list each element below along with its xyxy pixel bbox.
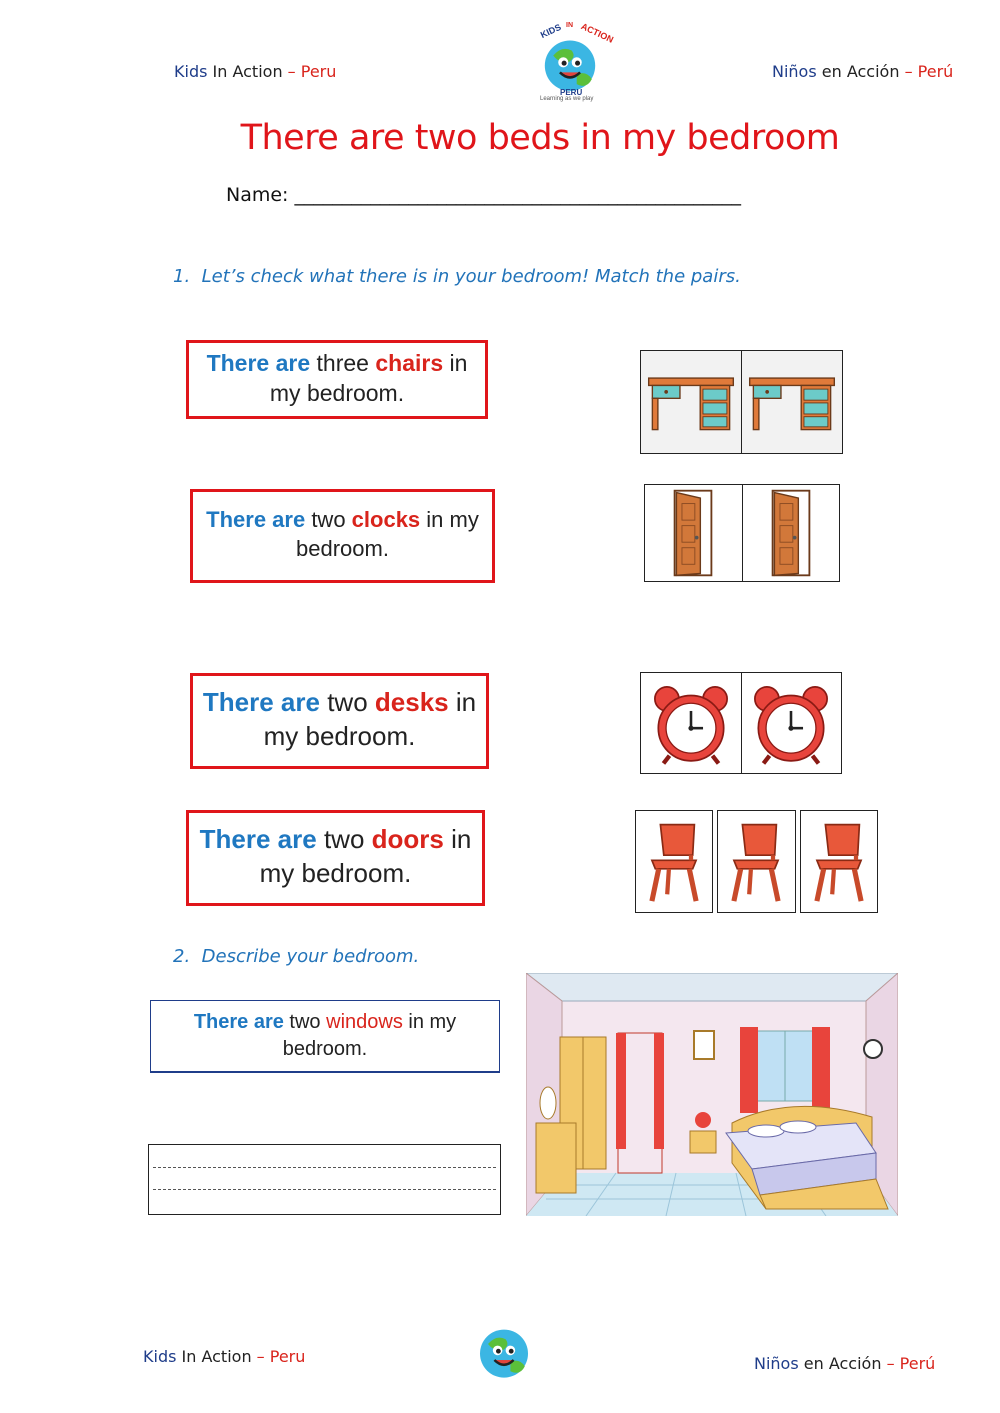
page-title: There are two beds in my bedroom	[240, 118, 840, 158]
header-left-brand: Kids In Action – Peru	[174, 62, 337, 81]
chair-icon	[800, 810, 878, 913]
footer-left-brand: Kids In Action – Peru	[143, 1347, 306, 1366]
picture-desks[interactable]	[640, 350, 843, 454]
alarm-clock-icon	[742, 673, 842, 773]
footer-right-brand: Niños en Acción – Perú	[754, 1354, 936, 1373]
answer-writing-area[interactable]	[148, 1144, 501, 1215]
name-field[interactable]: Name: _______________________________________________	[226, 184, 741, 206]
desk-icon	[742, 351, 842, 453]
picture-clocks[interactable]	[640, 672, 842, 774]
kids-in-action-logo: KIDS IN ACTION PERU Learning as we play	[538, 21, 615, 102]
sentence-card-desks[interactable]: There are two desks in my bedroom.	[190, 673, 489, 769]
sentence-card-chairs[interactable]: There are three chairs in my bedroom.	[186, 340, 488, 419]
alarm-clock-icon	[641, 673, 742, 773]
chair-icon	[717, 810, 795, 913]
picture-doors[interactable]	[644, 484, 840, 582]
door-icon	[645, 485, 743, 581]
header-right-brand: Niños en Acción – Perú	[772, 62, 954, 81]
sentence-card-clocks[interactable]: There are two clocks in my bedroom.	[190, 489, 495, 583]
door-icon	[743, 485, 840, 581]
kids-in-action-logo	[464, 1312, 544, 1396]
desk-icon	[641, 351, 742, 453]
chair-icon	[635, 810, 713, 913]
picture-chairs[interactable]	[635, 810, 878, 913]
question-1: 1. Let’s check what there is in your bedroom! Match the pairs.	[173, 266, 741, 287]
example-sentence: There are two windows in my bedroom.	[150, 1000, 500, 1073]
bedroom-illustration	[526, 973, 898, 1216]
question-2: 2. Describe your bedroom.	[173, 946, 420, 967]
sentence-card-doors[interactable]: There are two doors in my bedroom.	[186, 810, 485, 906]
